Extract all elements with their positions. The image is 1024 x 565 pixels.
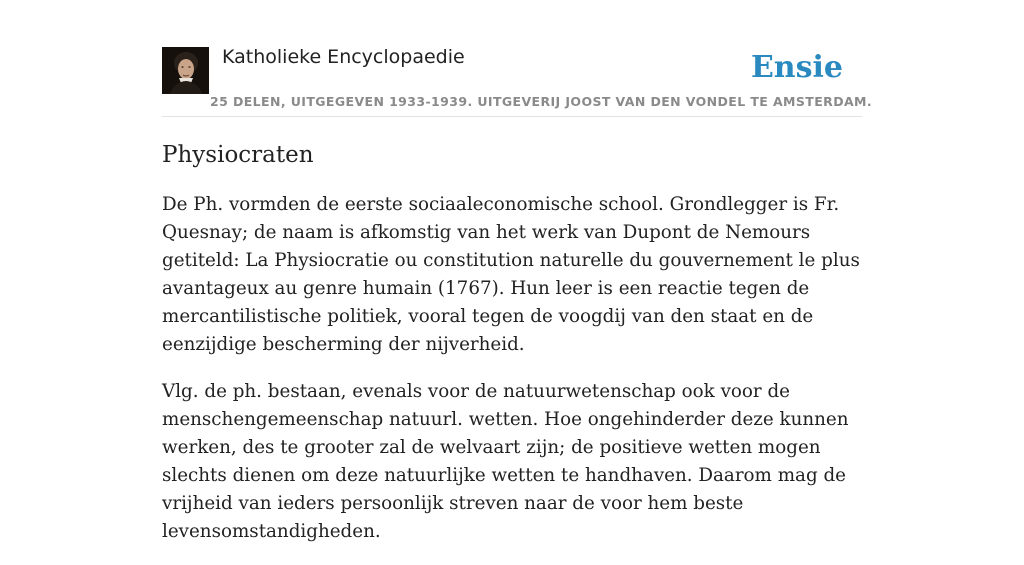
- source-subtitle: 25 DELEN, UITGEGEVEN 1933-1939. UITGEVERIJ JOOST VAN DEN VONDEL TE AMSTERDAM.: [210, 94, 873, 109]
- ensie-logo-link[interactable]: Ensie: [750, 50, 843, 85]
- article-title: Physiocraten: [162, 142, 314, 168]
- portrait-icon: [162, 47, 209, 94]
- article-paragraph: Vlg. de ph. bestaan, evenals voor de natuurwetenschap ook voor de menschengemeenschap natuurl. wetten. Hoe ongehinderder deze kunnen werken, des te grooter zal de welvaart zijn; de positieve wetten mogen slechts dienen om deze natuurlijke wetten te handhaven. Daarom mag de vrijheid van ieders persoonlijk streven naar de voor hem beste levensomstandigheden.: [162, 381, 849, 542]
- source-header: [162, 45, 873, 117]
- article: [162, 138, 866, 565]
- source-avatar[interactable]: [162, 47, 209, 94]
- article-paragraph: De Ph. vormden de eerste sociaaleconomische school. Grondlegger is Fr. Quesnay; de naam is afkomstig van het werk van Dupont de Nemours getiteld: La Physiocratie ou constitution naturelle du gouvernement le plus avantageux au genre humain (1767). Hun leer is een reactie tegen de mercantilistische politiek, vooral tegen de voogdij van den staat en de eenzijdige bescherming der nijverheid.: [162, 194, 860, 355]
- source-title[interactable]: Katholieke Encyclopaedie: [222, 46, 465, 68]
